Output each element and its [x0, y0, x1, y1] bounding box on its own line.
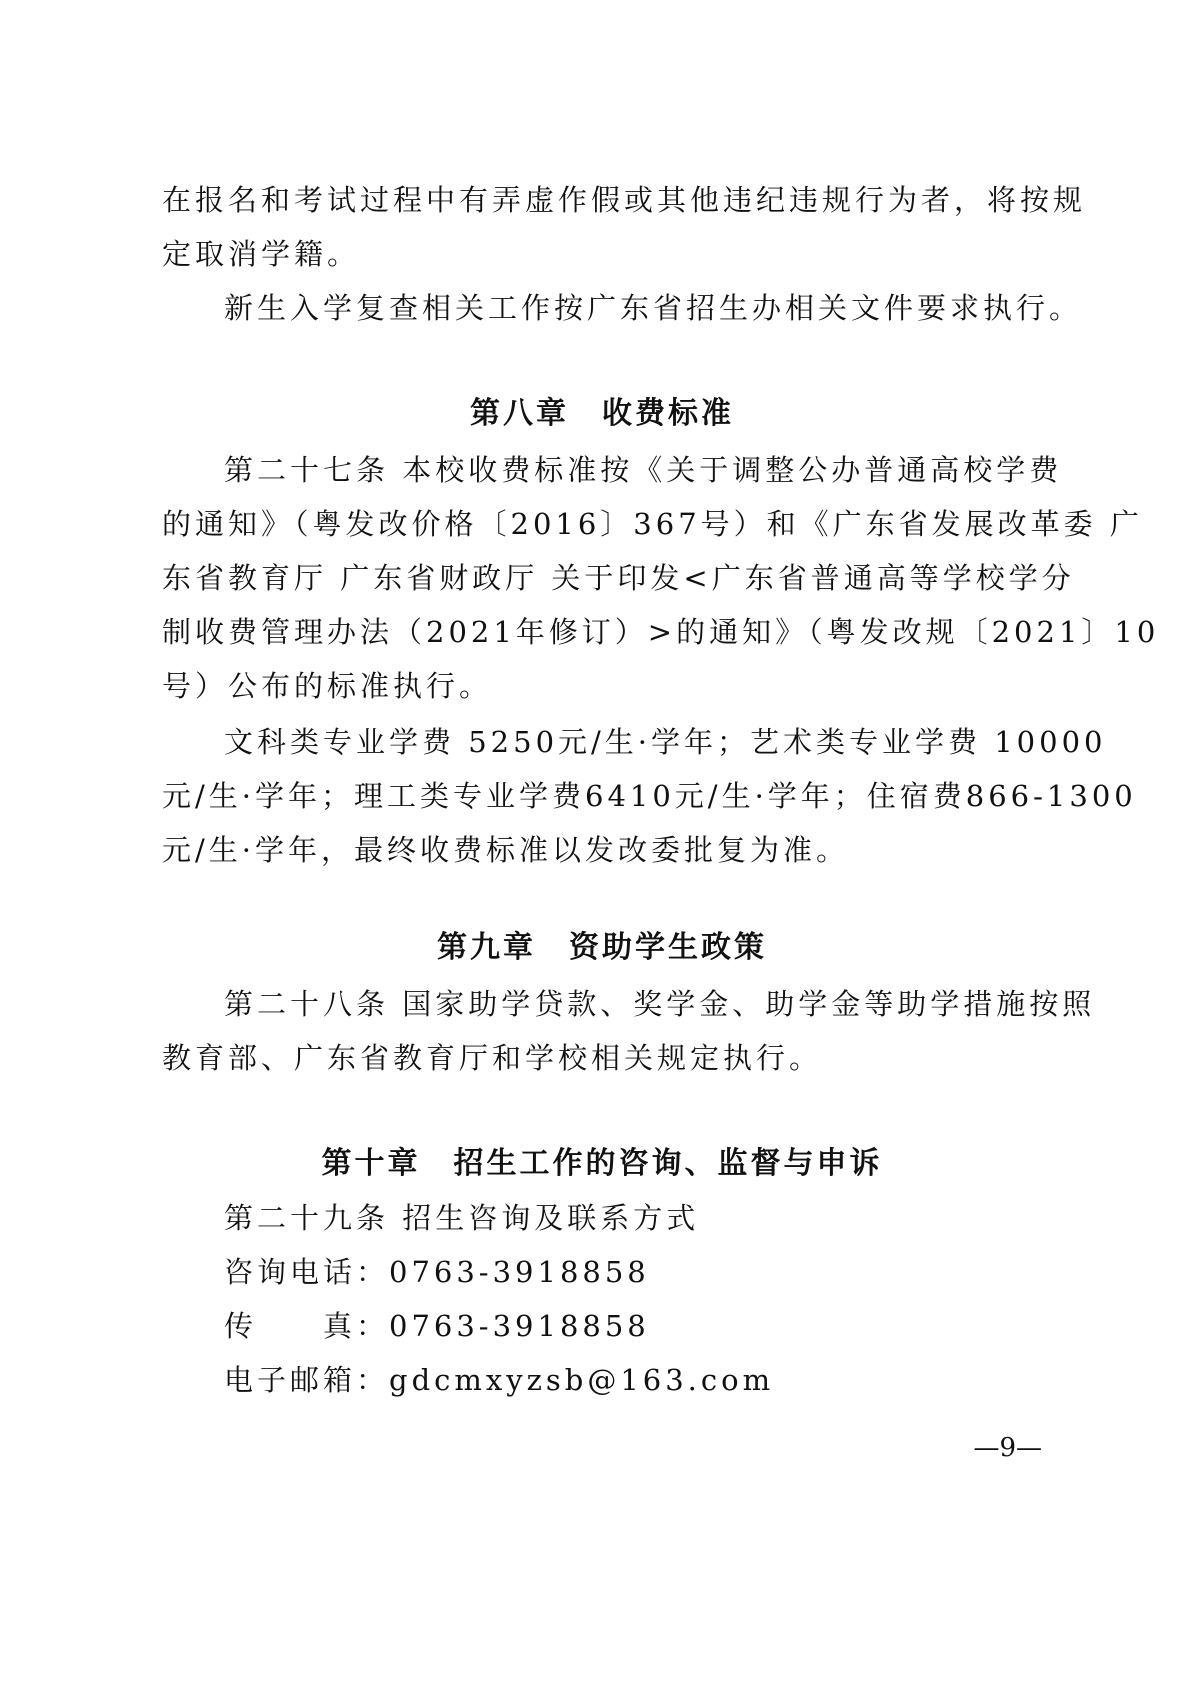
- chapter-heading: 第九章 资助学生政策: [437, 930, 767, 965]
- chapter-heading: 第八章 收费标准: [470, 396, 734, 431]
- paragraph-line: 元/生·学年；理工类专业学费6410元/生·学年；住宿费866-1300: [162, 779, 1137, 813]
- paragraph-line: 的通知》（粤发改价格〔2016〕367号）和《广东省发展改革委 广: [162, 507, 1143, 541]
- paragraph-line: 元/生·学年，最终收费标准以发改委批复为准。: [162, 833, 849, 867]
- paragraph-line: 制收费管理办法（2021年修订）>的通知》（粤发改规〔2021〕10: [162, 615, 1160, 649]
- paragraph-line: 号）公布的标准执行。: [162, 669, 493, 703]
- paragraph-line: 在报名和考试过程中有弄虚作假或其他违纪违规行为者，将按规: [162, 183, 1087, 217]
- page-number: —9—: [973, 1433, 1042, 1463]
- contact-email: 电子邮箱：gdcmxyzsb@163.com: [224, 1363, 775, 1397]
- paragraph-line: 定取消学籍。: [162, 237, 361, 271]
- paragraph-line: 第二十八条 国家助学贷款、奖学金、助学金等助学措施按照: [224, 987, 1096, 1021]
- paragraph-line: 教育部、广东省教育厅和学校相关规定执行。: [162, 1041, 823, 1075]
- contact-fax: 传 真：0763-3918858: [224, 1309, 650, 1343]
- chapter-heading: 第十章 招生工作的咨询、监督与申诉: [321, 1146, 883, 1181]
- paragraph-line: 新生入学复查相关工作按广东省招生办相关文件要求执行。: [224, 291, 1083, 325]
- paragraph-line: 第二十七条 本校收费标准按《关于调整公办普通高校学费: [224, 453, 1063, 487]
- paragraph-line: 东省教育厅 广东省财政厅 关于印发<广东省普通高等学校学分: [162, 561, 1075, 595]
- paragraph-line: 文科类专业学费 5250元/生·学年；艺术类专业学费 10000: [224, 725, 1107, 759]
- paragraph-line: 第二十九条 招生咨询及联系方式: [224, 1201, 700, 1235]
- contact-phone: 咨询电话：0763-3918858: [224, 1255, 650, 1289]
